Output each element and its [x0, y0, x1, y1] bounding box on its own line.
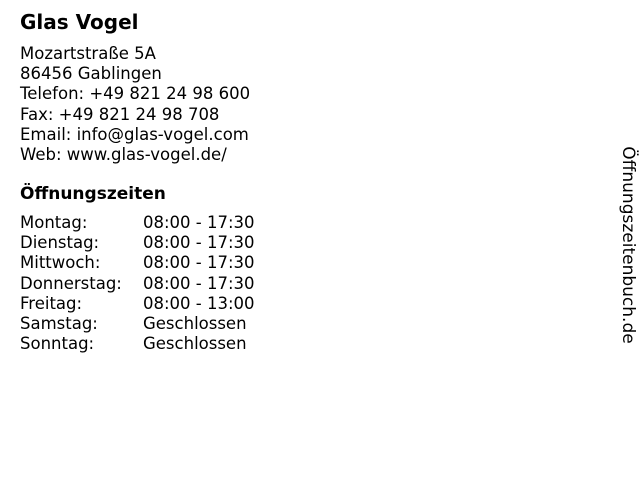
day-label: Dienstag:: [20, 233, 100, 253]
day-label: Montag:: [20, 213, 88, 232]
street-address: Mozartstraße 5A: [20, 44, 156, 63]
opening-hours-table: [20, 213, 255, 354]
business-name: Glas Vogel: [20, 10, 139, 34]
phone-number: Telefon: +49 821 24 98 600: [20, 84, 251, 104]
day-label: Freitag:: [20, 293, 83, 313]
email-address: Email: info@glas-vogel.com: [20, 124, 249, 144]
hours-row-thursday: [20, 274, 255, 294]
hours-row-friday: [20, 294, 255, 314]
contact-block: [20, 44, 250, 165]
time-value: 08:00 - 17:30: [143, 253, 255, 273]
day-label: Mittwoch:: [20, 253, 101, 273]
hours-row-monday: [20, 213, 255, 233]
time-value: Geschlossen: [143, 334, 247, 354]
time-value: Geschlossen: [143, 314, 247, 334]
time-value: 08:00 - 17:30: [143, 213, 255, 232]
time-value: 08:00 - 13:00: [143, 293, 255, 313]
website-url: Web: www.glas-vogel.de/: [20, 145, 227, 165]
hours-row-tuesday: [20, 233, 255, 253]
day-label: Sonntag:: [20, 334, 95, 354]
time-value: 08:00 - 17:30: [143, 233, 255, 253]
opening-hours-heading: Öffnungszeiten: [20, 184, 166, 204]
day-label: Samstag:: [20, 314, 98, 334]
hours-row-saturday: [20, 314, 255, 334]
hours-row-wednesday: [20, 253, 255, 273]
day-label: Donnerstag:: [20, 273, 122, 293]
time-value: 08:00 - 17:30: [143, 273, 255, 293]
fax-number: Fax: +49 821 24 98 708: [20, 104, 220, 124]
postal-city: 86456 Gablingen: [20, 64, 162, 84]
source-watermark: Öffnungszeitenbuch.de: [618, 146, 638, 344]
hours-row-sunday: [20, 334, 255, 354]
